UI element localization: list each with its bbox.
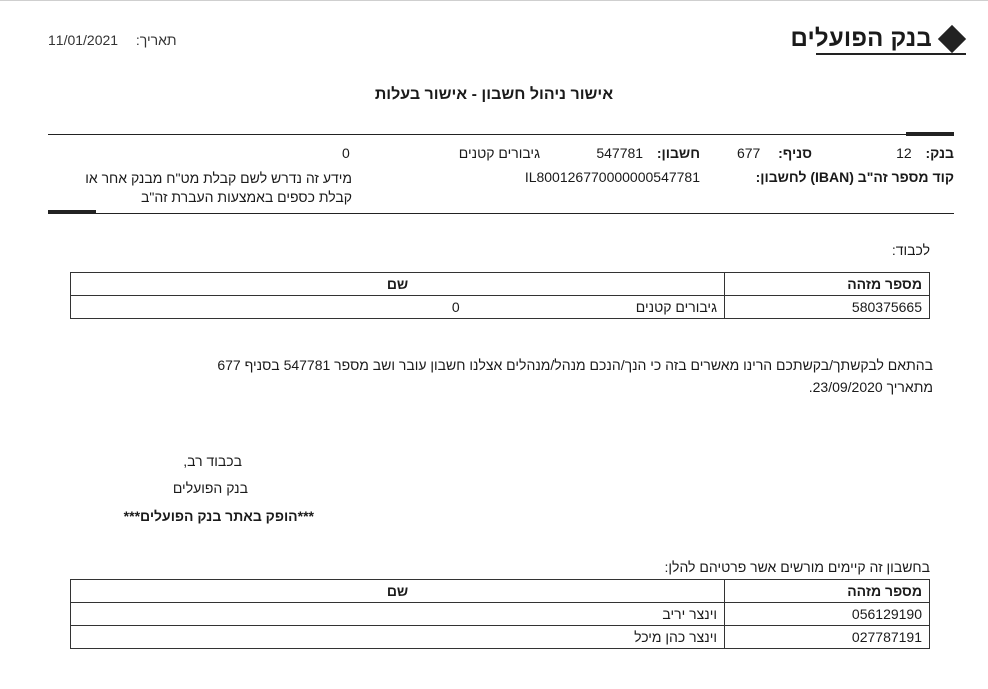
bank-value: 12 — [896, 145, 912, 161]
account-field — [596, 145, 700, 161]
bank-logo-diamond-icon — [938, 25, 966, 53]
top-divider — [0, 0, 988, 1]
owners-table — [70, 272, 930, 319]
bank-label: בנק: — [925, 145, 954, 161]
account-label: חשבון: — [656, 145, 700, 161]
branch-label: סניף: — [778, 145, 812, 161]
table-row — [71, 603, 930, 626]
closing-bank-name: בנק הפועלים — [172, 480, 248, 496]
closing-regards: בכבוד רב, — [183, 453, 242, 469]
owner-name-cell — [71, 296, 725, 319]
iban-label: קוד מספר זה"ב (IBAN) לחשבון: — [755, 169, 954, 185]
signatory-id: 056129190 — [725, 603, 930, 626]
logo-underline — [816, 53, 966, 55]
signatory-name: וינצר כהן מיכל — [71, 626, 725, 649]
account-name: גיבורים קטנים — [458, 145, 540, 161]
branch-value: 677 — [736, 145, 761, 161]
table-header-row — [71, 580, 930, 603]
bank-logo-text: בנק הפועלים — [790, 25, 932, 52]
issued-note: ***הופק באתר בנק הפועלים*** — [123, 508, 314, 524]
date-label: תאריך: — [135, 32, 177, 48]
iban-note-line2: קבלת כספים באמצעות העברת זה"ב — [141, 189, 352, 205]
owner-id: 580375665 — [725, 296, 930, 319]
iban-note-line1: מידע זה נדרש לשם קבלת מט"ח מבנק אחר או — [85, 170, 352, 186]
signatories-intro: בחשבון זה קיימים מורשים אשר פרטיהם להלן: — [664, 559, 930, 575]
table-header-row — [71, 273, 930, 296]
iban-note — [85, 169, 352, 207]
band-top-line — [48, 134, 954, 135]
confirmation-line1: בהתאם לבקשתך/בקשתכם הרינו מאשרים בזה כי הנך/הנכם מנהל/מנהלים אצלנו חשבון עובר ושב מספר 547781 בסניף 677 — [217, 357, 933, 373]
col-id-header: מספר מזהה — [725, 580, 930, 603]
table-row — [71, 296, 930, 319]
bank-field — [896, 145, 954, 161]
owner-extra: 0 — [451, 299, 460, 315]
iban-value: IL800126770000000547781 — [524, 169, 700, 185]
branch-field — [737, 145, 812, 161]
band-bottom-line — [48, 213, 954, 214]
date-row — [48, 32, 177, 48]
confirmation-line2: מתאריך 23/09/2020. — [808, 379, 933, 395]
document-title: אישור ניהול חשבון - אישור בעלות — [374, 86, 614, 103]
band-top-accent — [906, 132, 954, 136]
bank-logo — [790, 25, 966, 53]
table-row — [71, 626, 930, 649]
col-id-header: מספר מזהה — [725, 273, 930, 296]
to-label: לכבוד: — [891, 242, 930, 258]
col-name-header: שם — [71, 273, 725, 296]
signatories-table — [70, 579, 930, 649]
signatory-id: 027787191 — [725, 626, 930, 649]
account-value: 547781 — [596, 145, 644, 161]
band-bottom-accent — [48, 210, 96, 214]
account-zero: 0 — [342, 145, 350, 161]
date-value: 11/01/2021 — [48, 32, 119, 48]
owner-name: גיבורים קטנים — [635, 299, 717, 315]
signatory-name: וינצר יריב — [71, 603, 725, 626]
confirmation-paragraph — [113, 354, 933, 398]
col-name-header: שם — [71, 580, 725, 603]
